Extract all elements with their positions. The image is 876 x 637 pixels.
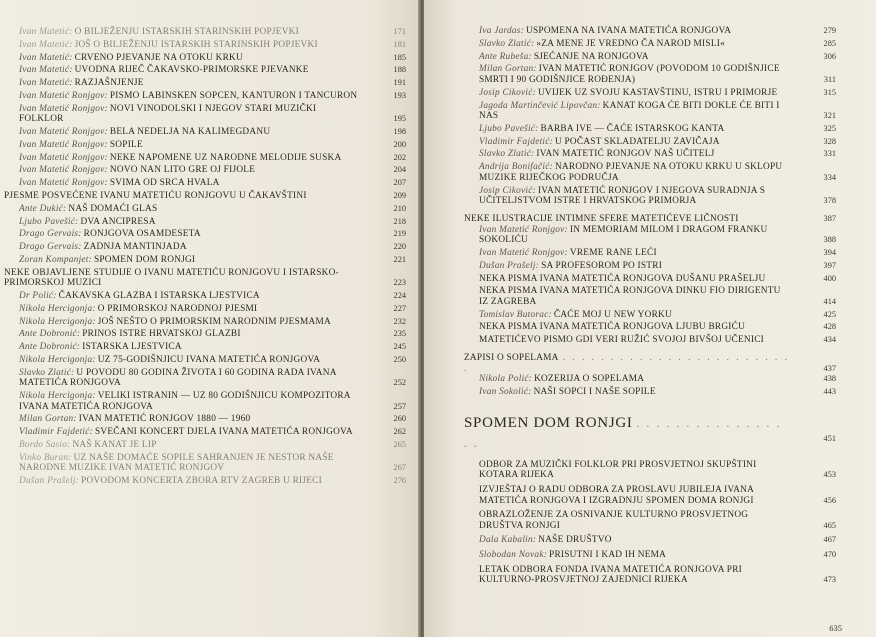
page-number: 470	[823, 549, 836, 559]
page-number: 328	[823, 136, 836, 146]
entry-title: POVODOM KONCERTA ZBORA RTV ZAGREB U RIJECI	[81, 476, 322, 487]
entry-title: BARBA IVE — ČAĆE ISTARSKOG KANTA	[540, 123, 725, 134]
page-number: 453	[823, 470, 836, 480]
entry-title: NAŠI SOPCI I NAŠE SOPILE	[533, 386, 656, 397]
toc-entry	[4, 342, 406, 353]
entry-author: Josip Ciković:	[479, 185, 536, 196]
entry-title: IVAN MATETIĆ RONJGOV I NJEGOVA SURADNJA S UČITELJSTVOM ISTRE I HRVATSKOG PRIMORJA	[479, 185, 766, 207]
page-number: 306	[823, 51, 836, 61]
toc-entry	[464, 162, 836, 183]
toc-entry	[4, 140, 406, 151]
entry-title: PRISUTNI I KAD IH NEMA	[549, 549, 667, 560]
page-number: 467	[823, 535, 836, 545]
entry-title: NEKA PISMA IVANA MATETIĆA RONJGOVA LJUBU BRGIĆU	[479, 322, 746, 333]
entry-author: Slavko Zlatić:	[479, 149, 535, 160]
page-number: 191	[393, 78, 406, 88]
toc-entry	[464, 510, 836, 531]
page-number: 311	[823, 74, 836, 84]
section-heading	[4, 191, 406, 202]
page-number: 219	[393, 229, 406, 239]
entry-title: SOPILE	[109, 139, 143, 150]
entry-title: RAZJAŠNJENJE	[74, 78, 144, 89]
entry-author: Ivan Matetić Ronjgov:	[19, 165, 108, 176]
toc-entry	[464, 387, 836, 398]
entry-title: PISMO LABINSKEN SOPCEN, KANTURON I TANCURON	[109, 90, 358, 101]
page-number: 387	[823, 213, 836, 223]
page-number: 224	[393, 291, 406, 301]
entry-author: Drago Gervais:	[19, 242, 82, 253]
entry-author: Ivan Matetić Ronjgov:	[479, 247, 568, 258]
entry-author: Ljubo Pavešić:	[479, 123, 539, 134]
page-number: 202	[393, 152, 406, 162]
toc-entry	[4, 153, 406, 164]
entry-title: U POVODU 80 GODINA ŽIVOTA I 60 GODINA RADA IVANA MATETIĆA RONJGOVA	[19, 367, 337, 389]
entry-author: Ivan Matetić:	[19, 39, 73, 50]
page-number: 388	[823, 235, 836, 245]
entry-title: DVA ANCIPRESA	[80, 216, 156, 227]
toc-entry	[4, 165, 406, 176]
toc-entry	[4, 317, 406, 328]
toc-entry	[4, 229, 406, 240]
section-heading	[4, 268, 406, 289]
entry-title: KOZERIJA O SOPELAMA	[534, 374, 645, 385]
entry-title: PJESME POSVEĆENE IVANU MATETIĆU RONJGOVU U ČAKAVŠTINI	[4, 190, 307, 201]
toc-entry	[464, 335, 836, 346]
entry-author: Ivan Matetić Ronjgov:	[19, 127, 108, 138]
page-number: 227	[393, 303, 406, 313]
entry-title: ČAKAVSKA GLAZBA I ISTARSKA LJESTVICA	[58, 291, 260, 302]
toc-entry	[4, 304, 406, 315]
entry-author: Ante Dobronić:	[19, 329, 81, 340]
entry-title: SJEĆANJE NA RONJGOVA	[533, 51, 649, 62]
toc-entry	[4, 427, 406, 438]
entry-author: Zoran Kompanjet:	[19, 254, 92, 265]
page-number: 321	[823, 111, 836, 121]
toc-entry	[464, 374, 836, 385]
page-number: 223	[393, 278, 406, 288]
toc-entry	[4, 453, 406, 474]
page-number: 378	[823, 196, 836, 206]
page-number: 210	[393, 203, 406, 213]
toc-entry	[4, 414, 406, 425]
toc-entry	[464, 39, 836, 50]
left-page	[0, 0, 420, 637]
entry-author: Ivan Matetić:	[19, 65, 73, 76]
entry-author: Nikola Polić:	[479, 374, 533, 385]
section-heading-intimne	[464, 214, 836, 225]
entry-author: Jagoda Martinčević Lipovčan:	[479, 100, 601, 111]
entry-title: IVAN MATETIĆ RONJGOV (POVODOM 10 GODIŠNJICE SMRTI I 90 GODIŠNJICE ROĐENJA)	[479, 64, 780, 85]
toc-entry	[464, 565, 836, 586]
entry-author: Nikola Hercigonja:	[19, 316, 96, 327]
page-number: 473	[823, 575, 836, 585]
page-number: 428	[823, 322, 836, 332]
entry-title: NEKA PISMA IVANA MATETIĆA RONJGOVA DINKU FIO DIRIGENTU IZ ZAGREBA	[479, 286, 781, 307]
entry-author: Nikola Hercigonja:	[19, 354, 96, 365]
left-toc-list	[4, 27, 406, 487]
page-number: 232	[393, 316, 406, 326]
entry-author: Ivan Matetić Ronjgov:	[19, 178, 108, 189]
entry-title: NEKE NAPOMENE UZ NARODNE MELODIJE SUSKA	[109, 152, 342, 163]
entry-title: UZ NAŠE DOMAĆE SOPILE SAHRANJEN JE NESTOR NAŠE NARODNE MUZIKE IVAN MATETIĆ RONJGOV	[19, 452, 334, 474]
page-number: 250	[393, 354, 406, 364]
entry-author: Vladimir Fajdetić:	[479, 136, 553, 147]
entry-author: Drago Gervais:	[19, 229, 82, 240]
page-number: 437	[823, 363, 836, 373]
page-number: 265	[393, 440, 406, 450]
page-number: 260	[393, 414, 406, 424]
entry-title: JOŠ NEŠTO O PRIMORSKIM NARODNIM PJESMAMA	[97, 316, 331, 327]
toc-entry	[464, 322, 836, 333]
page-number: 252	[393, 378, 406, 388]
entry-title: NEKE OBJAVLJENE STUDIJE O IVANU MATETIĆU RONJGOVU I ISTARSKO-PRIMORSKOJ MUZICI	[4, 267, 339, 289]
entry-author: Ivan Matetić:	[19, 78, 73, 89]
entry-title: CRVENO PJEVANJE NA OTOKU KRKU	[74, 52, 243, 63]
page-number: 171	[393, 27, 406, 36]
toc-entry	[4, 204, 406, 215]
toc-entry	[4, 217, 406, 228]
entry-title: MATETIĆEVO PISMO GDI VERI RUŽIĆ SVOJOJ BIVŠOJ UČENICI	[479, 335, 765, 346]
page-number: 438	[823, 374, 836, 384]
section-title: ZAPISI O SOPELAMA	[464, 353, 559, 363]
page-number: 334	[823, 172, 836, 182]
page-number: 200	[393, 139, 406, 149]
toc-entry	[4, 391, 406, 412]
page-number: 267	[393, 463, 406, 473]
right-toc-list-spomen	[464, 460, 836, 586]
entry-title: ČAĆE MOJ U NEW YORKU	[553, 309, 672, 320]
entry-author: Ivan Matetić Ronjgov:	[479, 224, 568, 235]
entry-title: ISTARSKA LJESTVICA	[82, 342, 182, 353]
page-number: 262	[393, 427, 406, 437]
right-page	[424, 0, 876, 637]
entry-title: ZADNJA MANTINJADA	[83, 242, 187, 253]
toc-entry	[464, 261, 836, 272]
toc-entry	[464, 186, 836, 207]
toc-entry	[4, 329, 406, 340]
page-number: 425	[823, 309, 836, 319]
entry-title: UZ 75-GODIŠNJICU IVANA MATETIĆA RONJGOVA	[97, 354, 321, 365]
toc-entry	[4, 91, 406, 102]
toc-entry	[464, 101, 836, 122]
entry-title: O BILJEŽENJU ISTARSKIH STARINSKIH POPJEVKI	[74, 27, 299, 37]
page-number: 443	[823, 386, 836, 396]
entry-author: Iva Jardas:	[479, 26, 525, 36]
toc-entry	[464, 124, 836, 135]
toc-entry	[464, 26, 836, 37]
entry-author: Ante Dukić:	[19, 203, 67, 214]
entry-title: SA PROFESOROM PO ISTRI	[541, 260, 663, 271]
entry-title: VELIKI ISTRANIN — UZ 80 GODIŠNJICU KOMPOZITORA IVANA MATETIĆA RONJGOVA	[19, 391, 351, 412]
entry-author: Ivan Matetić Ronjgov:	[19, 139, 108, 150]
entry-title: IZVJEŠTAJ O RADU ODBORA ZA PROSLAVU JUBILEJA IVANA MATETIĆA RONJGOVA I IZGRADNJU SPOMEN DOMA RONJGI	[479, 484, 754, 506]
toc-entry	[464, 137, 836, 148]
entry-author: Dr Polić:	[19, 291, 57, 302]
toc-entry	[464, 248, 836, 259]
page-number: 285	[823, 38, 836, 48]
toc-entry	[4, 355, 406, 366]
toc-entry	[464, 149, 836, 160]
toc-entry	[464, 64, 836, 85]
entry-title: SVIMA OD SRCA HVALA	[109, 178, 220, 189]
entry-title: IVAN MATETIĆ RONJGOV NAŠ UČITELJ	[536, 149, 715, 160]
page-number: 218	[393, 216, 406, 226]
entry-title: NAŠE DRUŠTVO	[538, 535, 612, 546]
entry-title: USPOMENA NA IVANA MATETIĆA RONJGOVA	[526, 26, 732, 36]
toc-entry	[4, 78, 406, 89]
entry-author: Ivan Matetić Ronjgov:	[19, 103, 108, 114]
entry-author: Milan Gortan:	[479, 64, 537, 75]
entry-title: U POČAST SKLADATELJU ZAVIČAJA	[554, 136, 720, 147]
page-number: 394	[823, 247, 836, 257]
entry-author: Nikola Hercigonja:	[19, 303, 96, 314]
toc-entry	[4, 65, 406, 76]
entry-title: RONJGOVA OSAMDESETA	[83, 229, 201, 240]
right-toc-list-intimne	[464, 225, 836, 346]
toc-entry	[4, 104, 406, 125]
toc-entry	[464, 460, 836, 481]
page-number: 195	[393, 114, 406, 124]
entry-author: Ivan Matetić:	[19, 52, 73, 63]
entry-author: Andrija Bonifačić:	[479, 162, 553, 173]
toc-entry	[464, 225, 836, 246]
toc-entry	[4, 127, 406, 138]
entry-author: Ivan Matetić Ronjgov:	[19, 90, 108, 101]
page-number: 456	[823, 495, 836, 505]
page-number: 257	[393, 401, 406, 411]
page-number: 220	[393, 242, 406, 252]
entry-author: Dušan Prašelj:	[479, 260, 540, 271]
page-number: 221	[393, 254, 406, 264]
section-title: NEKE ILUSTRACIJE INTIMNE SFERE MATETIĆEVE LIČNOSTI	[464, 213, 739, 224]
entry-title: KANAT KOGA ĆE BITI DOKLE ĆE BITI I NAS	[479, 100, 780, 122]
toc-entry	[4, 368, 406, 389]
page-number: 193	[393, 90, 406, 100]
page-number: 207	[393, 178, 406, 188]
toc-entry	[4, 53, 406, 64]
right-toc-list-top	[464, 26, 836, 207]
toc-entry	[464, 485, 836, 506]
entry-title: NAŠ DOMAĆI GLAS	[68, 203, 158, 214]
toc-entry	[464, 274, 836, 285]
entry-title: SVEČANI KONCERT DJELA IVANA MATETIĆA RONJGOVA	[94, 427, 353, 438]
entry-author: Dala Kabalin:	[479, 535, 537, 546]
toc-entry	[4, 40, 406, 51]
section-title: SPOMEN DOM RONJGI	[464, 414, 633, 431]
entry-title: IN MEMORIAM MILOM I DRAGOM FRANKU SOKOLIĆU	[479, 224, 768, 246]
page-number: 397	[823, 260, 836, 270]
toc-entry	[464, 535, 836, 546]
entry-title: NEKA PISMA IVANA MATETIĆA RONJGOVA DUŠANU PRAŠELJU	[479, 273, 766, 284]
page-number: 315	[823, 87, 836, 97]
entry-author: Ivan Matetić Ronjgov:	[19, 152, 108, 163]
page-number: 276	[393, 476, 406, 486]
toc-entry	[464, 52, 836, 63]
page-number: 181	[393, 39, 406, 49]
entry-title: BELA NEDELJA NA KALIMEGDANU	[109, 127, 271, 138]
entry-title: »ZA MENE JE VREDNO ČA NAROD MISLI«	[536, 38, 725, 49]
toc-entry	[464, 286, 836, 307]
entry-title: NAŠ KANAT JE LIP	[72, 440, 157, 451]
page-number: 451	[823, 433, 836, 443]
entry-author: Slavko Zlatić:	[19, 367, 75, 378]
entry-title: O PRIMORSKOJ NARODNOJ PJESMI	[97, 303, 258, 314]
entry-title: VREME RANE LEĆI	[569, 247, 657, 258]
entry-title: PRINOS ISTRE HRVATSKOJ GLAZBI	[82, 329, 241, 340]
page-number: 245	[393, 342, 406, 352]
entry-author: Bordo Sasio:	[19, 440, 71, 451]
right-toc-list-sopela	[464, 374, 836, 397]
toc-entry	[4, 178, 406, 189]
toc-entry	[4, 255, 406, 266]
page-number: 400	[823, 273, 836, 283]
entry-author: Slobodan Novak:	[479, 549, 548, 560]
entry-title: NARODNO PJEVANJE NA OTOKU KRKU U SKLOPU MUZIKE RIJEČKOG PODRUČJA	[479, 162, 783, 183]
toc-entry	[4, 440, 406, 451]
entry-title: LETAK ODBORA FONDA IVANA MATETIĆA RONJGOVA PRI KULTURNO-PROSVJETNOJ ZAJEDNICI RIJEKA	[479, 564, 743, 586]
entry-title: NOVO NAN LITO GRE OJ FIJOLE	[109, 165, 256, 176]
toc-entry	[4, 242, 406, 253]
entry-author: Ljubo Pavešić:	[19, 216, 79, 227]
toc-entry	[464, 88, 836, 99]
entry-author: Milan Gortan:	[19, 414, 77, 425]
entry-title: IVAN MATETIĆ RONJGOV 1880 — 1960	[78, 414, 251, 425]
entry-author: Vinko Buran:	[19, 452, 72, 463]
entry-author: Josip Ciković:	[479, 87, 536, 98]
entry-author: Ivan Sokolić:	[479, 386, 532, 397]
entry-author: Ante Rubeša:	[479, 51, 532, 62]
page-number: 325	[823, 123, 836, 133]
page-number: 465	[823, 520, 836, 530]
entry-title: NOVI VINODOLSKI I NJEGOV STARI MUZIČKI FOLKLOR	[19, 103, 317, 125]
entry-title: UVIJEK UZ SVOJU KASTAVŠTINU, ISTRU I PRIMORJE	[537, 87, 778, 98]
page-number: 235	[393, 329, 406, 339]
toc-entry	[464, 310, 836, 321]
entry-author: Slavko Zlatić:	[479, 38, 535, 49]
entry-title: OBRAZLOŽENJE ZA OSNIVANJE KULTURNO PROSVJETNOG DRUŠTVA RONJGI	[479, 510, 749, 531]
toc-entry	[4, 291, 406, 302]
entry-author: Ivan Matetić:	[19, 27, 73, 37]
entry-title: UVODNA RIJEČ ČAKAVSKO-PRIMORSKE PJEVANKE	[74, 65, 309, 76]
entry-author: Tomislav Butorac:	[479, 309, 552, 320]
page-number: 188	[393, 65, 406, 75]
page-number: 279	[823, 26, 836, 35]
entry-author: Nikola Hercigonja:	[19, 391, 96, 402]
section-heading-spomen: SPOMEN DOM RONJGI . . . . . . . . . . . . . . . . . 451	[464, 414, 836, 450]
toc-entry	[4, 476, 406, 487]
section-heading-sopela: ZAPISI O SOPELAMA . . . . . . . . . . . . . . . . . . . . . . . . . 437	[464, 353, 836, 374]
entry-title: ODBOR ZA MUZIČKI FOLKLOR PRI PROSVJETNOJ SKUPŠTINI KOTARA RIJEKA	[479, 459, 757, 481]
page-number: 198	[393, 127, 406, 137]
page-number: 209	[393, 190, 406, 200]
page-number: 185	[393, 52, 406, 62]
toc-entry	[4, 27, 406, 38]
toc-entry	[464, 550, 836, 561]
entry-author: Ante Dobronić:	[19, 342, 81, 353]
entry-author: Dušan Prašelj:	[19, 476, 80, 487]
page-number: 331	[823, 149, 836, 159]
folio-page-number: 635	[829, 623, 842, 633]
page-number: 204	[393, 165, 406, 175]
entry-title: JOŠ O BILJEŽENJU ISTARSKIH STARINSKIH POPJEVKI	[74, 39, 318, 50]
page-number: 414	[823, 296, 836, 306]
entry-author: Vladimir Fajdetić:	[19, 427, 93, 438]
entry-title: SPOMEN DOM RONJGI	[93, 254, 196, 265]
page-number: 434	[823, 335, 836, 345]
